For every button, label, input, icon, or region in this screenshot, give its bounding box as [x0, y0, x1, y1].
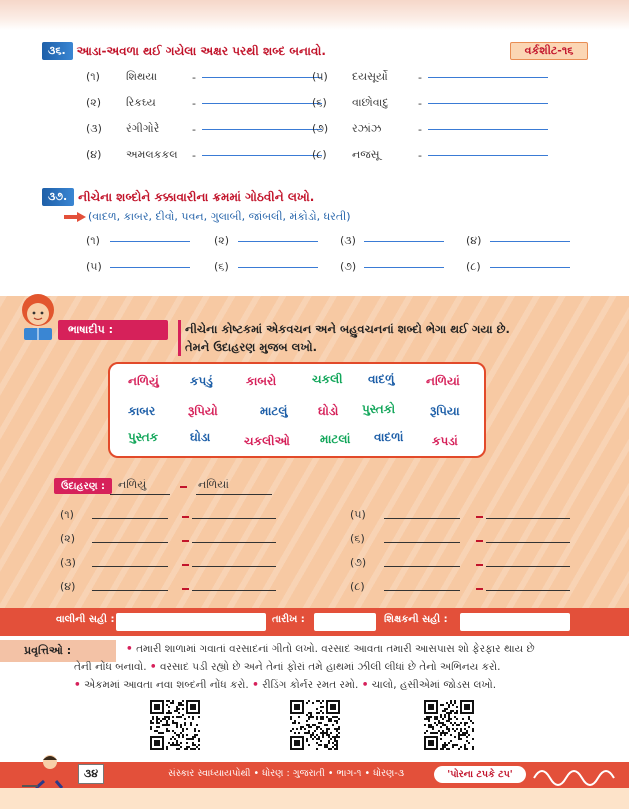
answer-line[interactable] [238, 267, 318, 268]
q36-item-5: (૫) દયસૂર્યો - [312, 69, 548, 85]
order-slot-1: (૧) [86, 234, 190, 248]
order-slot-2: (૨) [214, 234, 318, 248]
singular-answer-line[interactable] [92, 566, 168, 567]
activities-text: • તમારી શાળામાં ગવાતાં વરસાદનાં ગીતો લખો. વરસાદ આવતા તમારી આસપાસ શો ફેરફાર થાય છે તેની નોંધ બનાવો. • વરસાદ પડી રહ્યો છે અને તેનાં ફોરાં તમે હાથમાં ઝીલી લીધાં છે તેનો અભિનય કરો. • એકમમાં આવતા નવા શબ્દની નોંધ કરો. • રીડિંગ કોર્નર રમત રમો. • ચાલો, હસીએમાં જોડસ લખો. [74, 643, 535, 691]
box-word: માટલું [260, 404, 288, 418]
plural-answer-line[interactable] [192, 518, 276, 519]
qr-code-icon[interactable] [150, 700, 200, 750]
parent-signature-label: વાલીની સહી : [56, 614, 115, 625]
dash [182, 540, 189, 542]
dash [182, 564, 189, 566]
qr-code-icon[interactable] [424, 700, 474, 750]
answer-line[interactable] [238, 241, 318, 242]
answer-line[interactable] [428, 129, 548, 130]
bottom-strip [0, 788, 629, 809]
example-label: ઉદાહરણ : [54, 478, 112, 494]
answer-line[interactable] [428, 155, 548, 156]
teacher-signature-label: શિક્ષકની સહી : [384, 614, 448, 625]
pair-number: (૧) [60, 508, 74, 521]
order-slot-5: (૫) [86, 260, 190, 274]
pair-number: (૪) [60, 580, 76, 593]
plural-answer-line[interactable] [486, 590, 570, 591]
bhashadeep-label: ભાષાદીપ : [58, 320, 168, 340]
date-label: તારીખ : [272, 614, 305, 625]
pair-number: (૮) [350, 580, 365, 593]
order-slot-4: (૪) [466, 234, 570, 248]
q36-title: આડા-અવળા થઈ ગયેલા અક્ષર પરથી શબ્દ બનાવો. [76, 43, 326, 58]
answer-line [110, 494, 170, 495]
q36-item-8: (૮) નજસૂ - [312, 147, 548, 163]
pair-number: (૭) [350, 556, 367, 569]
answer-line[interactable] [490, 241, 570, 242]
box-word: નળિયાં [426, 374, 460, 388]
plural-answer-line[interactable] [192, 566, 276, 567]
footer-text: સંસ્કાર સ્વાધ્યાયપોથી • ધોરણ : ગુજરાતી • ભાગ-૧ • ધોરણ-૩ [168, 768, 405, 779]
dash [476, 588, 483, 590]
order-slot-7: (૭) [340, 260, 444, 274]
dash [476, 516, 483, 518]
q36-heading [42, 42, 326, 60]
footer-title-pill: 'પોરના ટપકે ટપ' [434, 766, 526, 783]
box-word: ચકલીઓ [244, 434, 290, 448]
activities-label: પ્રવૃત્તિઓ : [0, 640, 116, 662]
box-word: વાદળું [368, 372, 395, 386]
answer-line[interactable] [110, 267, 190, 268]
box-word: વાદળાં [374, 430, 404, 444]
dash [182, 588, 189, 590]
q37-title: નીચેના શબ્દોને કક્કાવારીના ક્રમમાં ગોઠવીને લખો. [78, 189, 315, 204]
answer-line[interactable] [110, 241, 190, 242]
pair-number: (૬) [350, 532, 365, 545]
box-word: કાબરો [246, 374, 277, 388]
worksheet-badge: વર્કશીટ-૧૬ [510, 42, 588, 60]
box-word: માટલાં [320, 432, 351, 446]
q36-item-6: (૬) વાછોવાદુ - [312, 95, 548, 111]
bhashadeep-instructions: નીચેના કોષ્ટકમાં એકવચન અને બહુવચનનાં શબ્દો ભેગા થઈ ગયા છે. તેમને ઉદાહરણ મુજબ લખો. [178, 320, 510, 356]
singular-answer-line[interactable] [92, 542, 168, 543]
answer-line [196, 494, 272, 495]
dash [476, 564, 483, 566]
arrow-right-icon [64, 212, 86, 222]
pair-number: (૫) [350, 508, 366, 521]
q37-number: ૩૭. [42, 188, 74, 206]
answer-line[interactable] [364, 241, 444, 242]
example-plural: નળિયાં [198, 478, 229, 491]
order-slot-3: (૩) [340, 234, 444, 248]
box-word: ઘોડા [190, 430, 211, 444]
plural-answer-line[interactable] [486, 566, 570, 567]
answer-line[interactable] [428, 103, 548, 104]
pair-number: (૨) [60, 532, 76, 545]
box-word: પુસ્તકો [362, 402, 396, 416]
answer-line[interactable] [428, 77, 548, 78]
box-word: ઘોડો [318, 404, 339, 418]
q37-heading [42, 188, 314, 206]
singular-answer-line[interactable] [384, 542, 460, 543]
decorative-loops-icon [530, 764, 626, 786]
page-number: ૩૪ [78, 764, 104, 784]
parent-signature-field[interactable] [116, 613, 266, 631]
dash [182, 516, 189, 518]
answer-line[interactable] [202, 155, 322, 156]
box-word: રૂપિયો [188, 404, 218, 418]
order-slot-6: (૬) [214, 260, 318, 274]
plural-answer-line[interactable] [486, 542, 570, 543]
example-singular: નળિયું [118, 478, 147, 491]
answer-line[interactable] [202, 77, 322, 78]
qr-code-icon[interactable] [290, 700, 340, 750]
box-word: કપડું [190, 374, 213, 388]
box-word: કાબર [128, 404, 156, 418]
singular-answer-line[interactable] [384, 566, 460, 567]
singular-answer-line[interactable] [384, 590, 460, 591]
box-word: કપડાં [432, 434, 458, 448]
singular-answer-line[interactable] [92, 518, 168, 519]
box-word: રૂપિયા [430, 404, 460, 418]
q36-item-1: (૧) શિથયા - [86, 69, 322, 85]
singular-answer-line[interactable] [92, 590, 168, 591]
box-word: પુસ્તક [128, 430, 159, 444]
q36-item-7: (૭) રઝાંઝ - [312, 121, 548, 137]
date-field[interactable] [314, 613, 376, 631]
answer-line[interactable] [490, 267, 570, 268]
box-word: ચકલી [312, 372, 343, 386]
dash [476, 540, 483, 542]
plural-answer-line[interactable] [192, 590, 276, 591]
q36-item-4: (૪) અમલકકલ - [86, 147, 322, 163]
answer-line[interactable] [364, 267, 444, 268]
order-slot-8: (૮) [466, 260, 570, 274]
plural-answer-line[interactable] [192, 542, 276, 543]
teacher-signature-field[interactable] [460, 613, 570, 631]
dash [180, 486, 187, 488]
answer-line[interactable] [202, 103, 322, 104]
pair-number: (૩) [60, 556, 76, 569]
q37-word-list: (વાદળ, કાબર, દીવો, પવન, ગુલાબી, જાંબલી, મંકોડો, ધરતી) [88, 210, 351, 223]
singular-answer-line[interactable] [384, 518, 460, 519]
answer-line[interactable] [202, 129, 322, 130]
box-word: નળિયું [128, 374, 159, 388]
q36-item-3: (૩) રંગીગોરે - [86, 121, 322, 137]
top-band [0, 0, 629, 30]
plural-answer-line[interactable] [486, 518, 570, 519]
q36-number: ૩૬. [42, 42, 73, 60]
q36-item-2: (૨) રિકઘ્ય - [86, 95, 322, 111]
child-running-illustration [20, 752, 70, 792]
